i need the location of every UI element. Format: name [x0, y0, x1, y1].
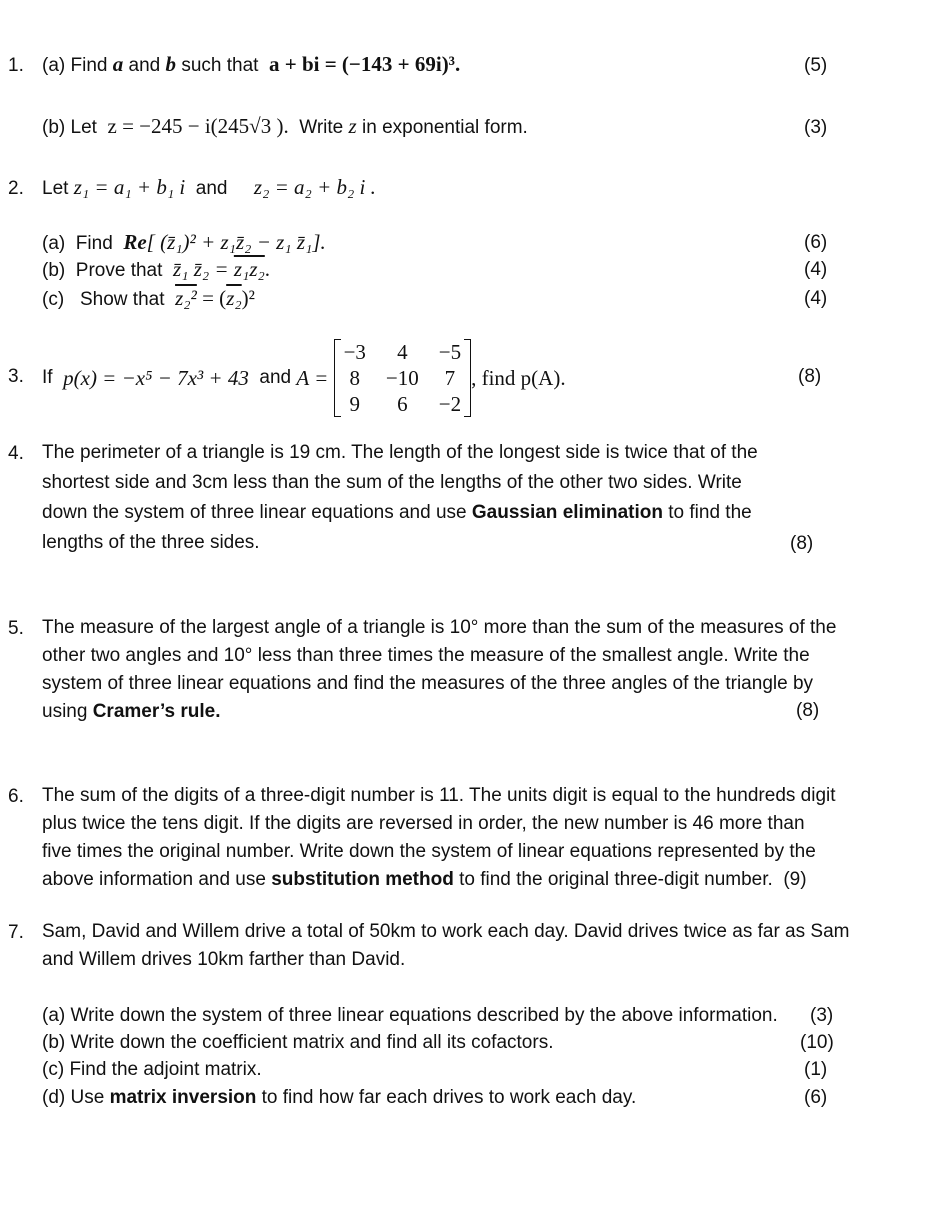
part-label: (d): [42, 1087, 66, 1108]
part-text: and: [128, 55, 161, 76]
part-label: (a): [42, 1005, 66, 1026]
part-label: (b): [42, 117, 66, 138]
math-expression: [ (z̄₁)² + z₁z̄₂ − z₁ z̄₁].: [146, 230, 326, 254]
marks: (8): [798, 366, 822, 387]
part-label: (b): [42, 260, 66, 281]
matrix-cell: 6: [397, 392, 408, 416]
math-expression: z₁ = a₁ + b₁ i: [73, 175, 186, 199]
text-segment: down the system of three linear equations and use: [42, 502, 472, 523]
bold-term: Cramer’s rule.: [92, 701, 221, 722]
math-expression: )²: [241, 286, 255, 310]
part-label: (b): [42, 1032, 66, 1053]
marks: (3): [810, 1005, 834, 1026]
text-line: The sum of the digits of a three-digit number is 11. The units digit is equal to the hundreds digit: [42, 785, 836, 806]
part-label: (a): [42, 233, 66, 254]
text-line: [42, 698, 892, 726]
text-line: The perimeter of a triangle is 19 cm. The length of the longest side is twice that of the: [42, 442, 758, 463]
matrix-table: [334, 339, 472, 417]
text-line: system of three linear equations and find the measures of the three angles of the triangle by: [42, 673, 814, 694]
var-a: a: [112, 52, 124, 76]
math-overline: z₂²: [175, 286, 197, 310]
math-expression: = (: [196, 286, 227, 310]
intro-text: Let: [42, 178, 69, 199]
question-number: 3.: [8, 366, 24, 387]
part-text: to find how far each drives to work each day.: [256, 1087, 637, 1108]
text-segment: using: [42, 701, 93, 722]
bold-term: Gaussian elimination: [471, 502, 663, 523]
text-segment: to find the: [662, 502, 752, 523]
math-overline: z₂: [226, 286, 242, 310]
text-line: [42, 498, 862, 528]
question-2-intro: [42, 175, 376, 200]
question-2a: [42, 230, 326, 255]
matrix-cell: 9: [349, 392, 360, 416]
matrix-cell: 4: [397, 340, 408, 364]
question-number: 6.: [8, 786, 24, 807]
part-text: in exponential form.: [362, 117, 528, 138]
part-label: (a): [42, 55, 66, 76]
bold-term: substitution method: [271, 869, 454, 890]
question-1a: [42, 52, 460, 77]
var-z: z: [348, 114, 357, 138]
marks: (6): [804, 232, 828, 253]
question-7b: [42, 1032, 553, 1054]
matrix-cell: 7: [444, 366, 456, 390]
text-line: Sam, David and Willem drive a total of 50km to work each day. David drives twice as far as Sam: [42, 921, 850, 942]
part-text: and: [259, 367, 292, 388]
math-expression: a + bi = (−143 + 69i)³.: [268, 52, 461, 76]
question-4-text: [42, 438, 862, 558]
question-7a: [42, 1005, 778, 1027]
question-number: 5.: [8, 618, 24, 639]
part-text: Prove that: [75, 260, 163, 281]
text-line: other two angles and 10° less than three times the measure of the smallest angle. Write the: [42, 645, 810, 666]
matrix-lhs: A =: [296, 365, 329, 390]
matrix-row: [334, 365, 472, 391]
math-expression: z̄₁ z̄₂ =: [172, 257, 234, 281]
part-text: Find: [70, 55, 108, 76]
part-text: Let: [70, 117, 97, 138]
matrix-row: [334, 339, 472, 365]
marks: (8): [796, 700, 820, 721]
text-segment: above information and use: [42, 869, 272, 890]
math-expression: .: [264, 257, 271, 281]
matrix-row: [334, 391, 472, 417]
text-line: lengths of the three sides.: [42, 532, 260, 553]
var-b: b: [165, 52, 177, 76]
question-2b: [42, 257, 270, 282]
marks: (8): [790, 533, 814, 554]
math-overline: z₁z₂: [233, 257, 265, 281]
bold-term: matrix inversion: [109, 1087, 257, 1108]
part-label: (c): [42, 289, 65, 310]
question-3-body: [42, 340, 566, 416]
matrix-cell: −10: [385, 366, 419, 390]
re-operator: Re: [123, 230, 147, 254]
part-text: Write down the system of three linear equations described by the above information.: [70, 1005, 778, 1026]
marks: (9): [783, 869, 807, 890]
marks: (5): [804, 55, 828, 76]
matrix-cell: −3: [343, 340, 366, 364]
part-text: Show that: [80, 289, 165, 310]
question-6-text: [42, 782, 922, 894]
matrix-cell: 8: [349, 366, 360, 390]
text-line: [42, 866, 922, 894]
part-text: Find the adjoint matrix.: [69, 1059, 262, 1080]
intro-text: and: [195, 178, 228, 199]
marks: (4): [804, 288, 828, 309]
question-7c: [42, 1059, 262, 1081]
text-line: The measure of the largest angle of a triangle is 10° more than the sum of the measures of the: [42, 617, 837, 638]
part-text: Write: [299, 117, 344, 138]
marks: (1): [804, 1059, 828, 1080]
matrix-cell: −5: [438, 340, 462, 364]
part-text: If: [42, 367, 53, 388]
question-1b: [42, 114, 528, 139]
question-number: 2.: [8, 178, 24, 199]
question-number: 1.: [8, 55, 24, 76]
math-expression: p(x) = −x⁵ − 7x³ + 43: [63, 365, 249, 390]
question-5-text: [42, 614, 892, 726]
text-line: and Willem drives 10km farther than David.: [42, 949, 406, 970]
question-2c: [42, 286, 255, 311]
math-expression: z = −245 − i(245√3 ).: [107, 114, 289, 138]
part-text: Write down the coefficient matrix and find all its cofactors.: [70, 1032, 554, 1053]
marks: (6): [804, 1087, 828, 1108]
math-expression: z₂ = a₂ + b₂ i .: [253, 175, 376, 199]
marks: (10): [800, 1032, 834, 1053]
math-expression: , find p(A).: [471, 365, 566, 390]
question-number: 4.: [8, 443, 24, 464]
question-number: 7.: [8, 922, 24, 943]
part-text: Find: [75, 233, 113, 254]
text-segment: to find the original three-digit number.: [453, 869, 773, 890]
question-7d: [42, 1087, 636, 1109]
part-text: Use: [70, 1087, 110, 1108]
bracket-right: [464, 339, 471, 417]
question-7-text: [42, 918, 922, 974]
text-line: five times the original number. Write down the system of linear equations represented by the: [42, 841, 816, 862]
part-text: such that: [181, 55, 259, 76]
text-line: plus twice the tens digit. If the digits are reversed in order, the new number is 46 more than: [42, 813, 805, 834]
marks: (3): [804, 117, 828, 138]
part-label: (c): [42, 1059, 65, 1080]
matrix-A: [334, 339, 472, 417]
text-line: shortest side and 3cm less than the sum of the lengths of the other two sides. Write: [42, 472, 742, 493]
marks: (4): [804, 259, 828, 280]
bracket-left: [334, 339, 341, 417]
matrix-cell: −2: [438, 392, 462, 416]
